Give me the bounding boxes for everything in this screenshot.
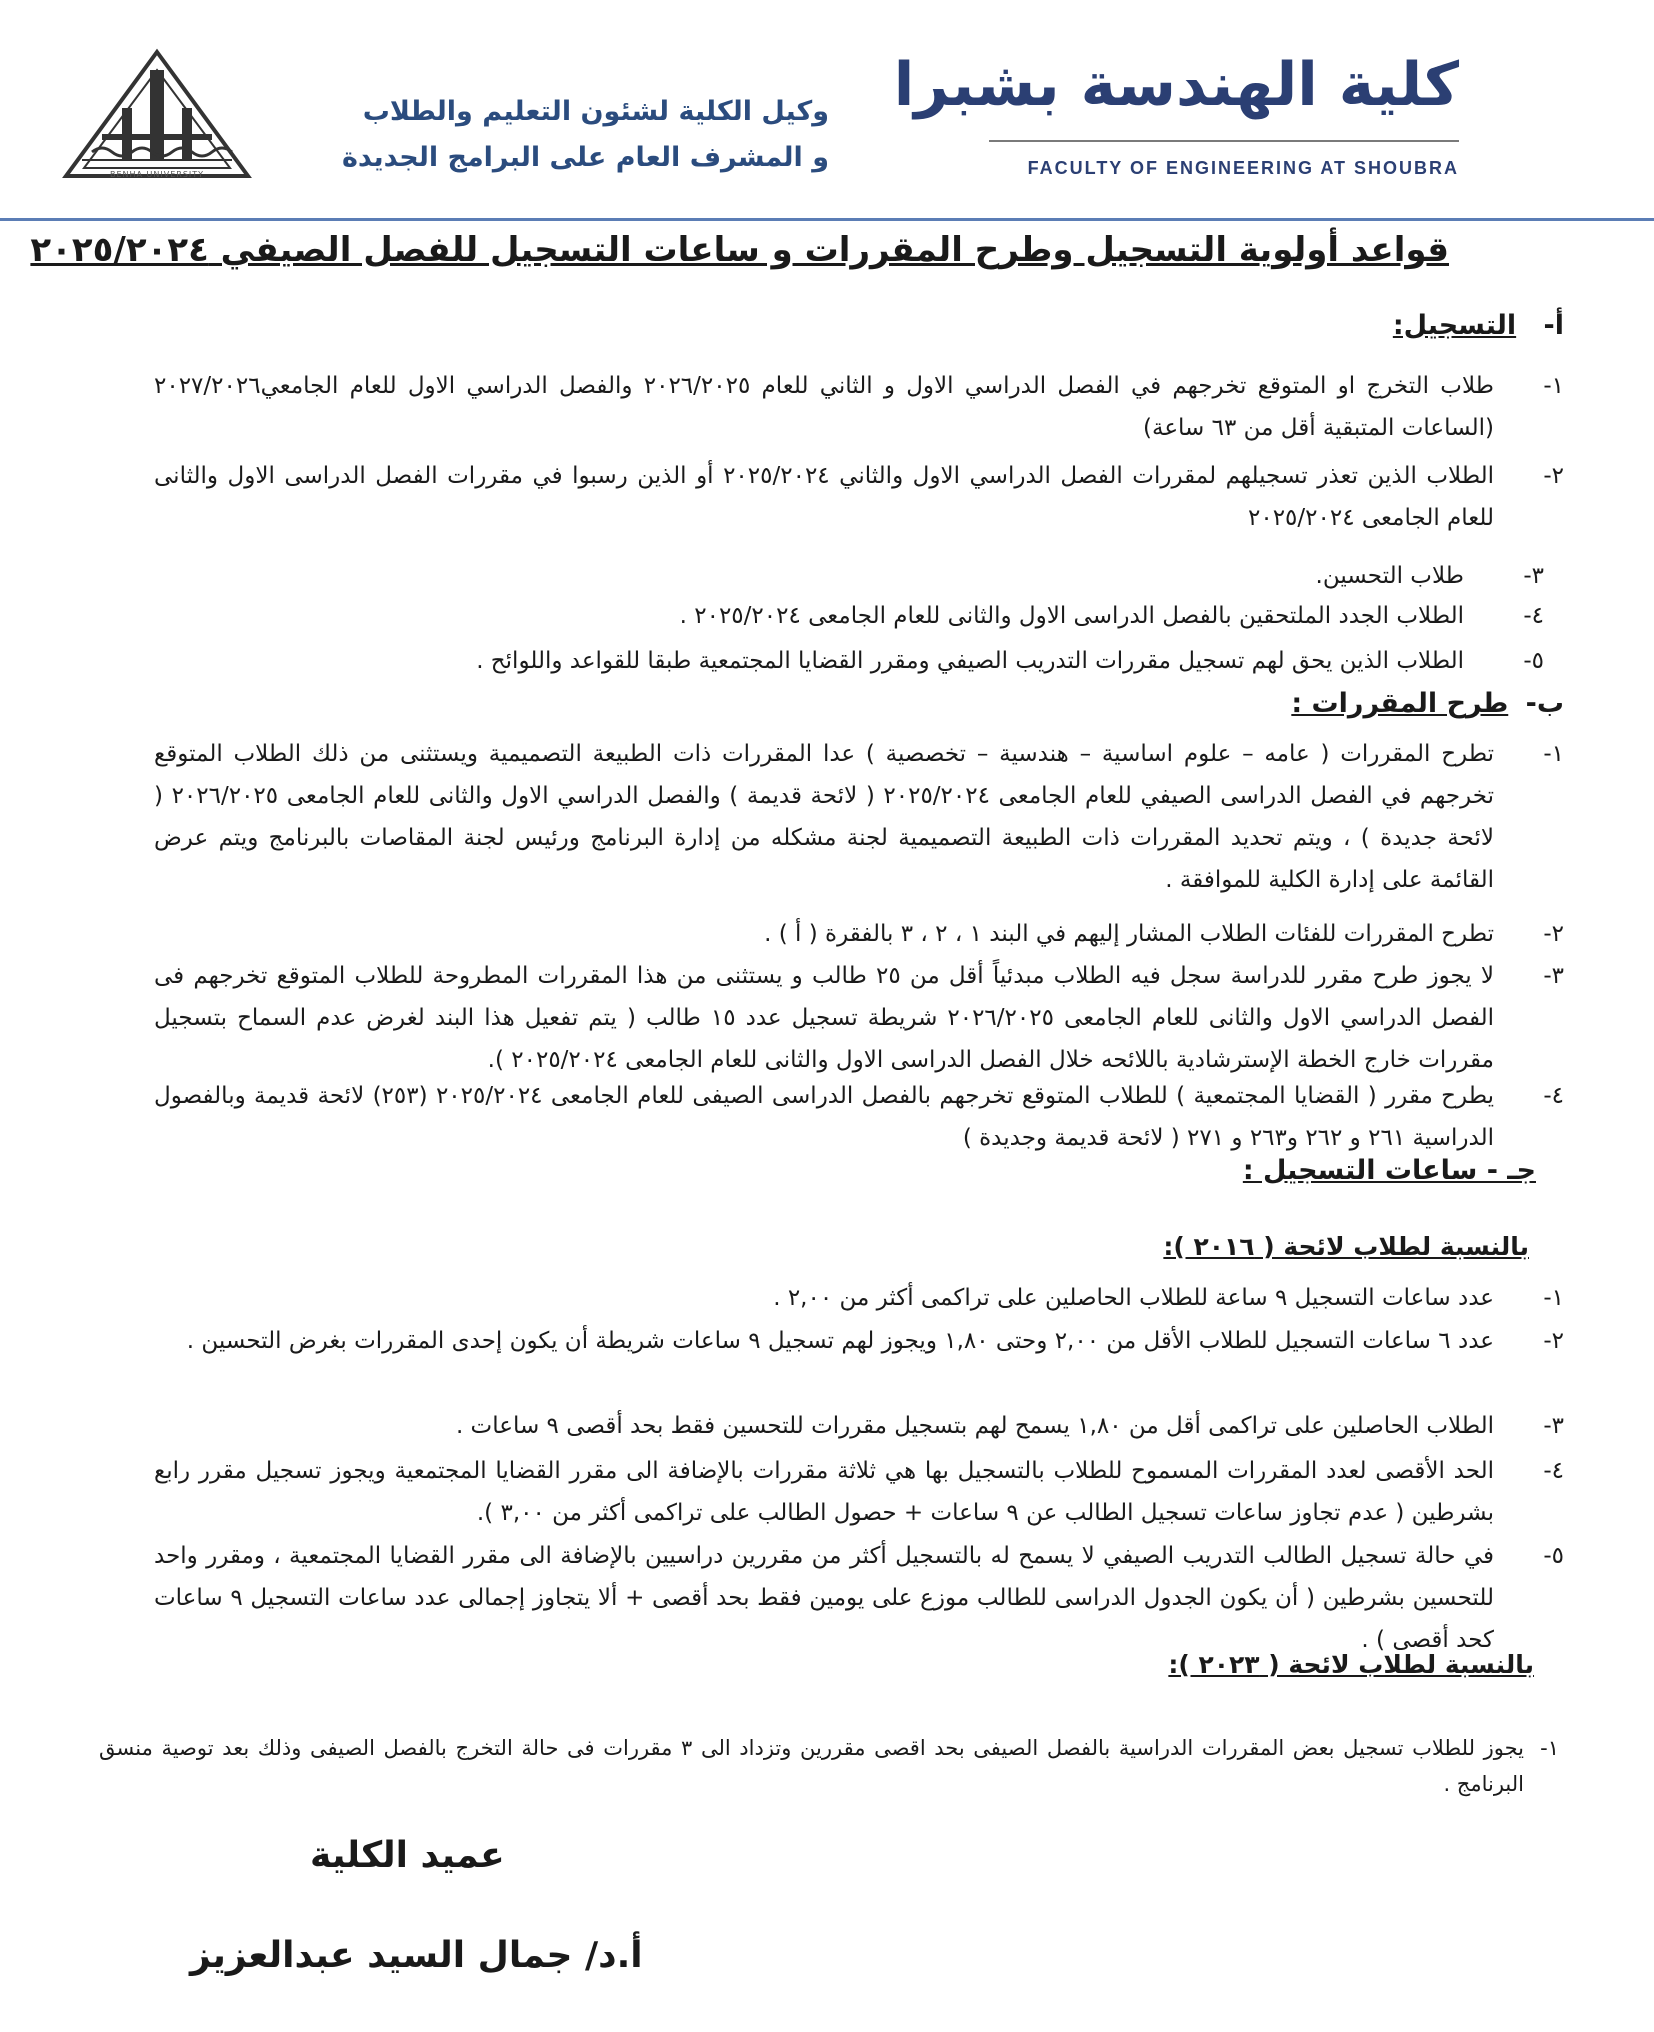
list-item-text: تطرح المقررات للفئات الطلاب المشار إليهم في البند ١ ، ٢ ، ٣ بالفقرة ( أ ) .	[764, 921, 1494, 947]
section-b-title: طرح المقررات :	[1291, 688, 1509, 719]
header-rule	[0, 218, 1654, 221]
regulation-2023-heading	[1168, 1650, 1534, 1679]
list-item-text: عدد ساعات التسجيل ٩ ساعة للطلاب الحاصلين على تراكمى أكثر من ٢,٠٠ .	[773, 1285, 1494, 1311]
page-title: قواعد أولوية التسجيل وطرح المقررات و ساعات التسجيل للفصل الصيفي ٢٠٢٥/٢٠٢٤	[30, 230, 1449, 270]
list-item-number: ١-	[1543, 1285, 1564, 1311]
list-item-number: ٣-	[1543, 1413, 1564, 1439]
list-item	[154, 595, 1564, 637]
vice-dean-title-line2: و المشرف العام على البرامج الجديدة	[341, 142, 829, 173]
list-item	[154, 1277, 1564, 1319]
regulation-2016-title: بالنسبة لطلاب لائحة ( ٢٠١٦ ):	[1163, 1232, 1529, 1261]
section-a-label: أ-	[1543, 310, 1564, 341]
section-a-title: التسجيل:	[1392, 310, 1517, 341]
list-item-number: ٤-	[1543, 1458, 1564, 1484]
college-name-english: FACULTY OF ENGINEERING AT SHOUBRA	[1027, 158, 1459, 178]
list-item-number: ٣-	[1543, 963, 1564, 989]
list-item-text: طلاب التحسين.	[1315, 563, 1464, 589]
list-item	[154, 913, 1564, 955]
section-a-heading	[1393, 310, 1564, 341]
list-item-text: تطرح المقررات ( عامه – علوم اساسية – هندسية – تخصصية ) عدا المقررات ذات الطبيعة التصميمية ويستثنى من ذلك الطلاب المتوقع تخرجهم في الفصل الدراسى الصيفي للعام الجامعى ٢٠٢٥/٢٠٢٤ ( لائحة قديمة ) والفصل الدراسي الاول والثانى للعام الجامعى ٢٠٢٦/٢٠٢٥ ( لائحة جديدة ) ، ويتم تحديد المقررات ذات الطبيعة التصميمية لجنة مشكله من إدارة البرنامج ورئيس لجنة المقاصات بالبرنامج ويتم عرض القائمة على إدارة الكلية للموافقة .	[154, 741, 1494, 893]
list-item	[154, 555, 1564, 597]
list-item-number: ٥-	[1523, 648, 1544, 674]
list-item-text: الطلاب الحاصلين على تراكمى أقل من ١,٨٠ يسمح لهم بتسجيل مقررات للتحسين فقط بحد أقصى ٩ ساعات .	[455, 1413, 1494, 1439]
list-item-text: طلاب التخرج او المتوقع تخرجهم في الفصل الدراسي الاول و الثاني للعام ٢٠٢٦/٢٠٢٥ والفصل الدراسي الاول للعام الجامعي٢٠٢٧/٢٠٢٦ (الساعات المتبقية أقل من ٦٣ ساعة)	[154, 373, 1494, 441]
signature-role: عميد الكلية	[310, 1835, 505, 1876]
vice-dean-title-line1: وكيل الكلية لشئون التعليم والطلاب	[362, 96, 829, 127]
college-name-divider	[989, 140, 1459, 142]
list-item-number: ٢-	[1543, 1328, 1564, 1354]
list-item	[154, 1075, 1564, 1159]
list-item-text: عدد ٦ ساعات التسجيل للطلاب الأقل من ٢,٠٠ وحتى ١,٨٠ ويجوز لهم تسجيل ٩ ساعات شريطة أن يكون إحدى المقررات بغرض التحسين .	[186, 1328, 1494, 1354]
list-item-number: ٤-	[1523, 603, 1544, 629]
list-item-text: الطلاب الجدد الملتحقين بالفصل الدراسى الاول والثانى للعام الجامعى ٢٠٢٥/٢٠٢٤ .	[679, 603, 1464, 629]
list-item-text: يجوز للطلاب تسجيل بعض المقررات الدراسية بالفصل الصيفى بحد اقصى مقررين وتزداد الى ٣ مقررات فى حالة التخرج بالفصل الصيفى وذلك بعد توصية منسق البرنامج .	[99, 1736, 1525, 1796]
list-item	[154, 1450, 1564, 1534]
list-item	[154, 955, 1564, 1081]
signature-name: أ.د/ جمال السيد عبدالعزيز	[190, 1935, 643, 1976]
college-name-arabic: كلية الهندسة بشبرا	[893, 50, 1459, 120]
list-item-text: الحد الأقصى لعدد المقررات المسموح للطلاب بالتسجيل بها هي ثلاثة مقررات بالإضافة الى مقرر القضايا المجتمعية ويجوز تسجيل مقرر رابع بشرطين ( عدم تجاوز ساعات تسجيل الطالب عن ٩ ساعات + حصول الطالب على تراكمى أكثر من ٣,٠٠ ).	[154, 1458, 1494, 1526]
benha-university-logo	[62, 48, 252, 188]
list-item	[99, 1730, 1559, 1802]
list-item-number: ٤-	[1543, 1083, 1564, 1109]
list-item-text: لا يجوز طرح مقرر للدراسة سجل فيه الطلاب مبدئياً أقل من ٢٥ طالب و يستثنى من هذا المقررات المطروحة للطلاب المتوقع تخرجهم فى الفصل الدراسي الاول والثانى للعام الجامعى ٢٠٢٦/٢٠٢٥ شريطة تسجيل عدد ١٥ طالب ( يتم تفعيل هذا البند لغرض عدم السماح بتسجيل مقررات خارج الخطة الإسترشادية باللائحه خلال الفصل الدراسى الاول والثانى للعام الجامعى ٢٠٢٥/٢٠٢٤ ).	[154, 963, 1494, 1073]
list-item	[154, 640, 1564, 682]
section-b-heading	[1291, 688, 1564, 719]
list-item	[154, 365, 1564, 449]
list-item-text: الطلاب الذين يحق لهم تسجيل مقررات التدريب الصيفي ومقرر القضايا المجتمعية طبقا للقواعد واللوائح .	[476, 648, 1464, 674]
list-item-text: في حالة تسجيل الطالب التدريب الصيفي لا يسمح له بالتسجيل أكثر من مقررين دراسيين بالإضافة الى مقرر القضايا المجتمعية ، ومقرر واحد للتحسين بشرطين ( أن يكون الجدول الدراسى للطالب موزع على يومين فقط بحد أقصى + ألا يتجاوز إجمالى عدد ساعات التسجيل ٩ ساعات كحد أقصى ) .	[154, 1543, 1494, 1653]
list-item	[154, 733, 1564, 901]
list-item-number: ٢-	[1543, 921, 1564, 947]
list-item-number: ٥-	[1543, 1543, 1564, 1569]
list-item-number: ١-	[1543, 373, 1564, 399]
list-item	[154, 1405, 1564, 1447]
list-item-text: الطلاب الذين تعذر تسجيلهم لمقررات الفصل الدراسي الاول والثاني ٢٠٢٥/٢٠٢٤ أو الذين رسبوا في مقررات الفصل الدراسى الاول والثانى للعام الجامعى ٢٠٢٥/٢٠٢٤	[154, 463, 1494, 531]
logo-caption: BENHA UNIVERSITY	[109, 170, 205, 179]
list-item-number: ١-	[1543, 741, 1564, 767]
list-item-text: يطرح مقرر ( القضايا المجتمعية ) للطلاب المتوقع تخرجهم بالفصل الدراسى الصيفى للعام الجامعى ٢٠٢٥/٢٠٢٤ (٢٥٣) لائحة قديمة وبالفصول الدراسية ٢٦١ و ٢٦٢ و٢٦٣ و ٢٧١ ( لائحة قديمة وجديدة )	[154, 1083, 1494, 1151]
section-c-heading	[1243, 1155, 1536, 1186]
list-item	[154, 1320, 1564, 1362]
section-b-label: ب-	[1525, 688, 1564, 719]
regulation-2023-title: بالنسبة لطلاب لائحة ( ٢٠٢٣ ):	[1168, 1650, 1534, 1679]
list-item-number: ٢-	[1543, 463, 1564, 489]
list-item-number: ١-	[1540, 1736, 1559, 1760]
list-item	[154, 455, 1564, 539]
section-c-title: جـ - ساعات التسجيل :	[1242, 1155, 1536, 1186]
list-item-number: ٣-	[1523, 563, 1544, 589]
list-item	[154, 1535, 1564, 1661]
regulation-2016-heading	[1163, 1232, 1529, 1261]
